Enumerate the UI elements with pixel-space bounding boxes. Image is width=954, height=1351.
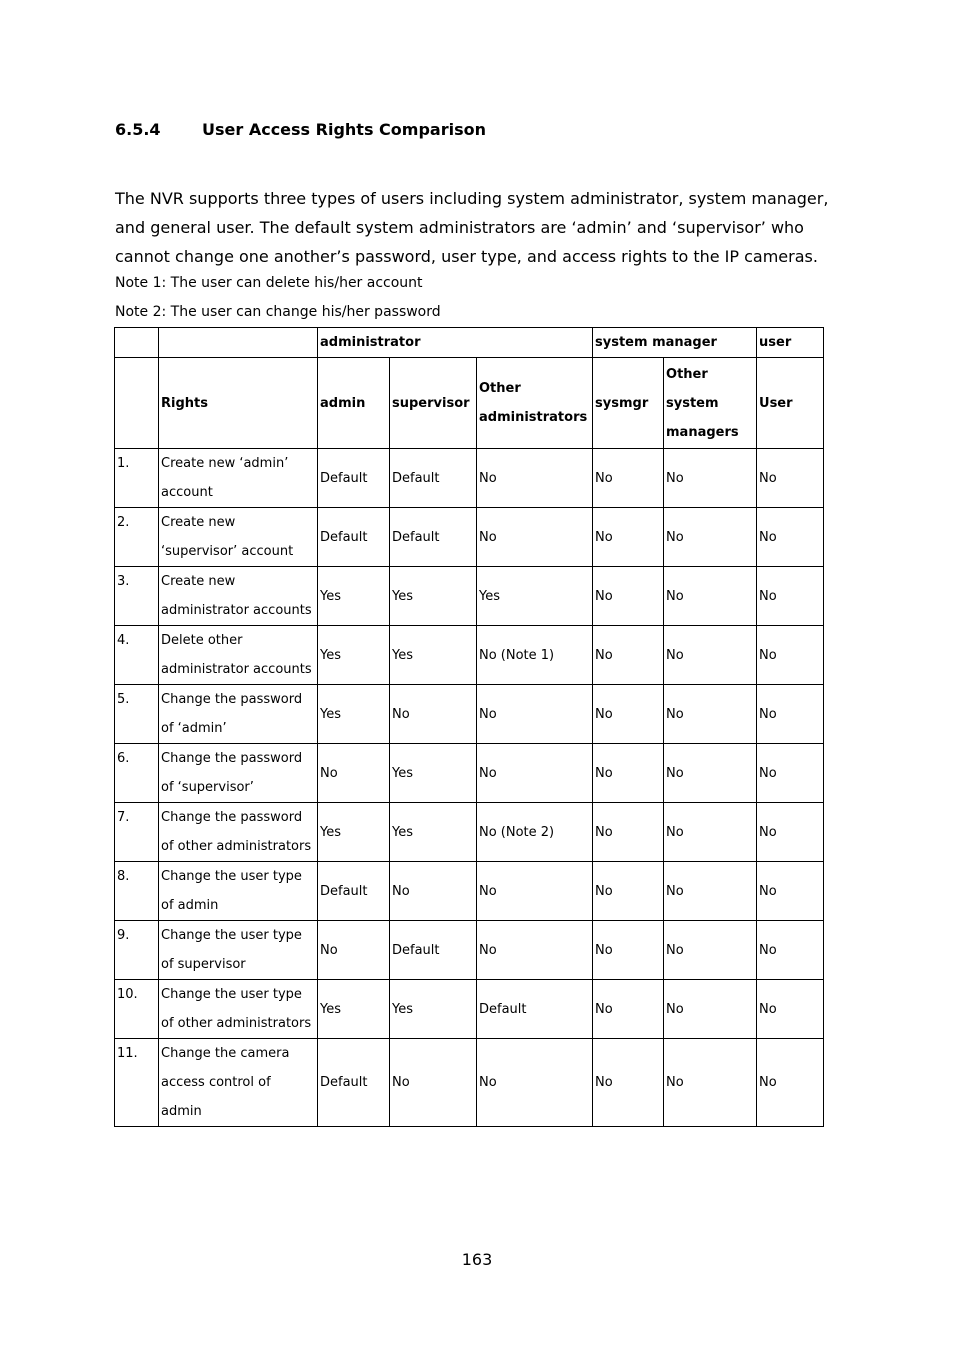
- permission-cell: No: [757, 803, 824, 862]
- right-description: Change the user type of admin: [159, 862, 318, 921]
- permission-cell: No: [477, 744, 593, 803]
- row-number: 11.: [115, 1039, 159, 1127]
- permission-cell: No: [664, 744, 757, 803]
- table-row: [115, 567, 824, 626]
- permission-cell: No: [593, 626, 664, 685]
- permission-cell: No: [593, 449, 664, 508]
- right-description: Change the user type of supervisor: [159, 921, 318, 980]
- permission-cell: No: [664, 803, 757, 862]
- permission-cell: No: [664, 626, 757, 685]
- table-row: [115, 508, 824, 567]
- header-user: User: [757, 358, 824, 449]
- permission-cell: Default: [390, 921, 477, 980]
- right-description: Change the password of other administrators: [159, 803, 318, 862]
- group-system-manager: system manager: [593, 328, 757, 358]
- permission-cell: No: [593, 803, 664, 862]
- right-description: Create new ‘supervisor’ account: [159, 508, 318, 567]
- permission-cell: No: [390, 862, 477, 921]
- group-administrator: administrator: [318, 328, 593, 358]
- row-number: 5.: [115, 685, 159, 744]
- permission-cell: No: [593, 980, 664, 1039]
- right-description: Change the password of ‘supervisor’: [159, 744, 318, 803]
- permission-cell: No: [390, 685, 477, 744]
- row-number: 10.: [115, 980, 159, 1039]
- permission-cell: No: [477, 685, 593, 744]
- permission-cell: No: [664, 508, 757, 567]
- table-row: [115, 449, 824, 508]
- note-1: Note 1: The user can delete his/her account: [115, 275, 423, 291]
- permission-cell: No: [664, 567, 757, 626]
- permission-cell: No: [757, 921, 824, 980]
- permission-cell: No: [477, 921, 593, 980]
- permission-cell: Default: [477, 980, 593, 1039]
- permission-cell: Yes: [318, 626, 390, 685]
- permission-cell: Yes: [318, 803, 390, 862]
- permission-cell: Default: [390, 508, 477, 567]
- permission-cell: No: [477, 862, 593, 921]
- section-heading: [115, 120, 486, 139]
- header-rights: Rights: [159, 358, 318, 449]
- permission-cell: No: [390, 1039, 477, 1127]
- permission-cell: No: [593, 508, 664, 567]
- right-description: Delete other administrator accounts: [159, 626, 318, 685]
- permission-cell: No: [757, 626, 824, 685]
- row-number: 2.: [115, 508, 159, 567]
- page-number: 163: [461, 1250, 493, 1269]
- intro-text: The NVR supports three types of users including system administrator, system manager, and general user. The default system administrators are ‘admin’ and ‘supervisor’ who cannot change one another’s password, user type, and access rights to the IP cameras.: [115, 189, 829, 266]
- empty-cell: [115, 358, 159, 449]
- right-description: Create new administrator accounts: [159, 567, 318, 626]
- right-description: Change the user type of other administrators: [159, 980, 318, 1039]
- permission-cell: No: [318, 744, 390, 803]
- permission-cell: No: [593, 685, 664, 744]
- empty-cell: [115, 328, 159, 358]
- right-description: Change the camera access control of admin: [159, 1039, 318, 1127]
- permission-cell: No: [664, 921, 757, 980]
- table-row: [115, 803, 824, 862]
- permission-cell: Default: [318, 508, 390, 567]
- permission-cell: No: [664, 685, 757, 744]
- header-admin: admin: [318, 358, 390, 449]
- row-number: 9.: [115, 921, 159, 980]
- permission-cell: No: [477, 449, 593, 508]
- table-row: [115, 626, 824, 685]
- column-header-row: [115, 358, 824, 449]
- permission-cell: Yes: [318, 980, 390, 1039]
- permission-cell: No: [593, 567, 664, 626]
- permission-cell: No (Note 1): [477, 626, 593, 685]
- permission-cell: No: [757, 862, 824, 921]
- permission-cell: No: [757, 744, 824, 803]
- permission-cell: No: [664, 1039, 757, 1127]
- header-other-administrators: Other administrators: [477, 358, 593, 449]
- permission-cell: Yes: [390, 980, 477, 1039]
- table-row: [115, 862, 824, 921]
- row-number: 8.: [115, 862, 159, 921]
- permission-cell: Yes: [390, 744, 477, 803]
- table-row: [115, 744, 824, 803]
- row-number: 3.: [115, 567, 159, 626]
- permission-cell: No: [593, 744, 664, 803]
- row-number: 7.: [115, 803, 159, 862]
- permission-cell: Yes: [390, 803, 477, 862]
- permission-cell: No: [664, 862, 757, 921]
- permission-cell: Yes: [318, 685, 390, 744]
- right-description: Change the password of ‘admin’: [159, 685, 318, 744]
- permission-cell: Default: [318, 449, 390, 508]
- permission-cell: Default: [318, 862, 390, 921]
- header-other-system-managers: Other system managers: [664, 358, 757, 449]
- row-number: 4.: [115, 626, 159, 685]
- permission-cell: No: [757, 449, 824, 508]
- permission-cell: Default: [318, 1039, 390, 1127]
- row-number: 1.: [115, 449, 159, 508]
- permission-cell: No: [757, 1039, 824, 1127]
- intro-paragraph: [115, 184, 845, 271]
- permission-cell: Yes: [477, 567, 593, 626]
- row-number: 6.: [115, 744, 159, 803]
- access-rights-table: [114, 327, 824, 1127]
- table-row: [115, 921, 824, 980]
- table-row: [115, 1039, 824, 1127]
- note-2: Note 2: The user can change his/her password: [115, 304, 441, 320]
- permission-cell: No: [757, 508, 824, 567]
- permission-cell: Yes: [390, 626, 477, 685]
- permission-cell: No (Note 2): [477, 803, 593, 862]
- permission-cell: Default: [390, 449, 477, 508]
- permission-cell: No: [318, 921, 390, 980]
- permission-cell: No: [757, 980, 824, 1039]
- section-title: User Access Rights Comparison: [202, 120, 486, 139]
- table-row: [115, 980, 824, 1039]
- header-supervisor: supervisor: [390, 358, 477, 449]
- empty-cell: [159, 328, 318, 358]
- permission-cell: No: [593, 921, 664, 980]
- group-user: user: [757, 328, 824, 358]
- permission-cell: No: [757, 685, 824, 744]
- header-sysmgr: sysmgr: [593, 358, 664, 449]
- permission-cell: No: [593, 1039, 664, 1127]
- permission-cell: No: [477, 508, 593, 567]
- permission-cell: No: [664, 980, 757, 1039]
- section-number: 6.5.4: [115, 120, 161, 139]
- table-row: [115, 685, 824, 744]
- permission-cell: No: [593, 862, 664, 921]
- permission-cell: Yes: [390, 567, 477, 626]
- permission-cell: No: [477, 1039, 593, 1127]
- permission-cell: No: [664, 449, 757, 508]
- permission-cell: Yes: [318, 567, 390, 626]
- right-description: Create new ‘admin’ account: [159, 449, 318, 508]
- permission-cell: No: [757, 567, 824, 626]
- group-header-row: [115, 328, 824, 358]
